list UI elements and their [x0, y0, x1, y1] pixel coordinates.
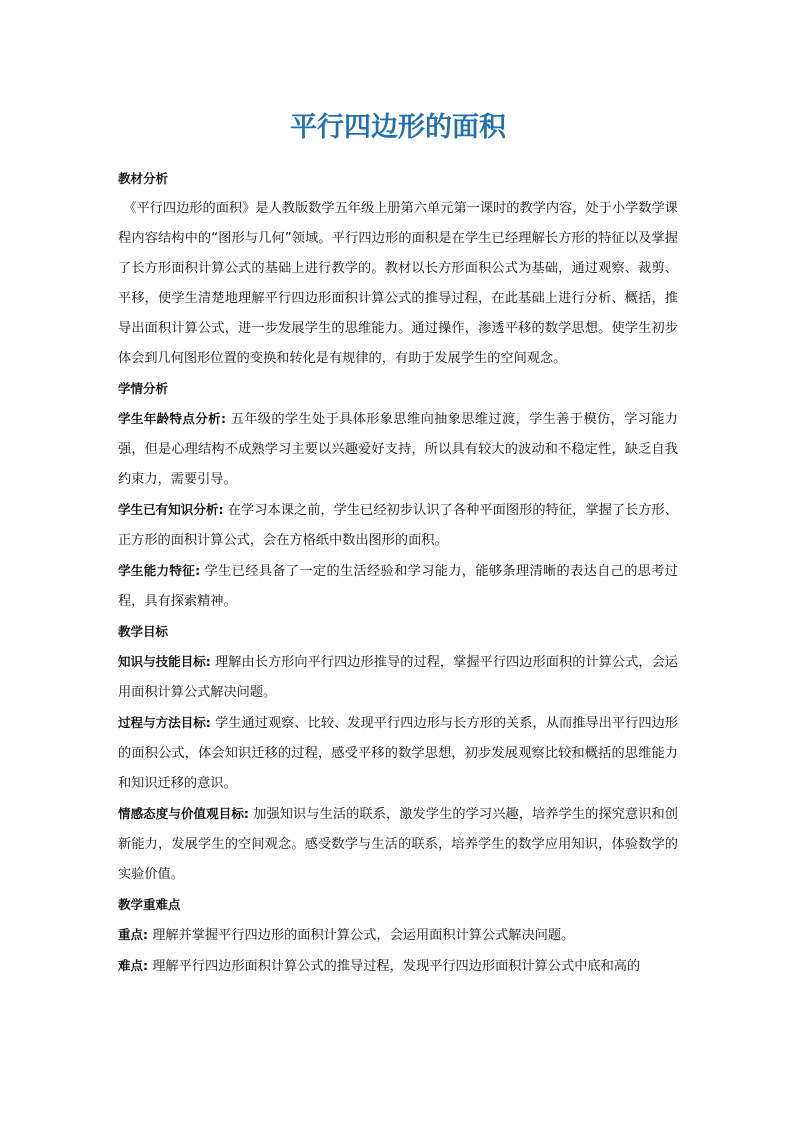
goal-emotion-label: 情感态度与价值观目标:	[118, 806, 249, 821]
students-knowledge-paragraph	[118, 495, 678, 556]
section-heading-students: 学情分析	[118, 381, 169, 396]
keypoint-difficulty-paragraph	[118, 951, 678, 982]
goal-knowledge-text: 理解由长方形向平行四边形推导的过程，掌握平行四边形面积的计算公式，会运用面积计算公式解决问题。	[118, 655, 678, 700]
goal-emotion-paragraph	[118, 799, 678, 890]
students-age-paragraph	[118, 404, 678, 495]
goal-knowledge-paragraph	[118, 647, 678, 708]
keypoint-focus-text: 理解并掌握平行四边形的面积计算公式，会运用面积计算公式解决问题。	[148, 928, 575, 943]
students-age-label: 学生年龄特点分析:	[118, 411, 227, 426]
section-heading-goals: 教学目标	[118, 624, 169, 639]
keypoint-focus-paragraph	[118, 920, 678, 951]
goal-knowledge-label: 知识与技能目标:	[118, 654, 211, 669]
students-ability-text: 学生已经具备了一定的生活经验和学习能力，能够条理清晰的表达自己的思考过程，具有探索精神。	[118, 564, 678, 609]
document-page	[118, 108, 678, 988]
keypoint-difficulty-label: 难点:	[118, 958, 148, 973]
goal-emotion-text: 加强知识与生活的联系，激发学生的学习兴趣，培养学生的探究意识和创新能力，发展学生的空间观念。感受数学与生活的联系，培养学生的数学应用知识，体验数学的实验价值。	[118, 807, 678, 882]
analysis-paragraph: 《平行四边形的面积》是人教版数学五年级上册第六单元第一课时的教学内容，处于小学数学课程内容结构中的“图形与几何”领域。平行四边形的面积是在学生已经理解长方形的特征以及掌握了长方形面积计算公式的基础上进行教学的。教材以长方形面积公式为基础，通过观察、裁剪、平移，使学生清楚地理解平行四边形面积计算公式的推导过程，在此基础上进行分析、概括，推导出面积计算公式，进一步发展学生的思维能力。通过操作，渗透平移的数学思想。使学生初步体会到几何图形位置的变换和转化是有规律的，有助于发展学生的空间观念。	[118, 201, 678, 366]
students-knowledge-text: 在学习本课之前，学生已经初步认识了各种平面图形的特征，掌握了长方形、正方形的面积计算公式，会在方格纸中数出图形的面积。	[118, 503, 678, 548]
students-knowledge-label: 学生已有知识分析:	[118, 502, 224, 517]
keypoint-difficulty-text: 理解平行四边形面积计算公式的推导过程，发现平行四边形面积计算公式中底和高的	[148, 959, 641, 974]
section-heading-keypoints: 教学重难点	[118, 897, 181, 912]
goal-process-label: 过程与方法目标:	[118, 715, 211, 730]
students-age-text: 五年级的学生处于具体形象思维向抽象思维过渡，学生善于模仿，学习能力强，但是心理结构不成熟学习主要以兴趣爱好支持，所以具有较大的波动和不稳定性，缺乏自我约束力，需要引导。	[118, 412, 678, 487]
students-ability-paragraph	[118, 556, 678, 617]
students-ability-label: 学生能力特征:	[118, 563, 201, 578]
goal-process-text: 学生通过观察、比较、发现平行四边形与长方形的关系，从而推导出平行四边形的面积公式，体会知识迁移的过程，感受平移的数学思想，初步发展观察比较和概括的思维能力和知识迁移的意识。	[118, 716, 678, 791]
keypoint-focus-label: 重点:	[118, 927, 148, 942]
document-title: 平行四边形的面积	[290, 112, 506, 143]
goal-process-paragraph	[118, 708, 678, 799]
section-heading-analysis: 教材分析	[118, 171, 169, 186]
